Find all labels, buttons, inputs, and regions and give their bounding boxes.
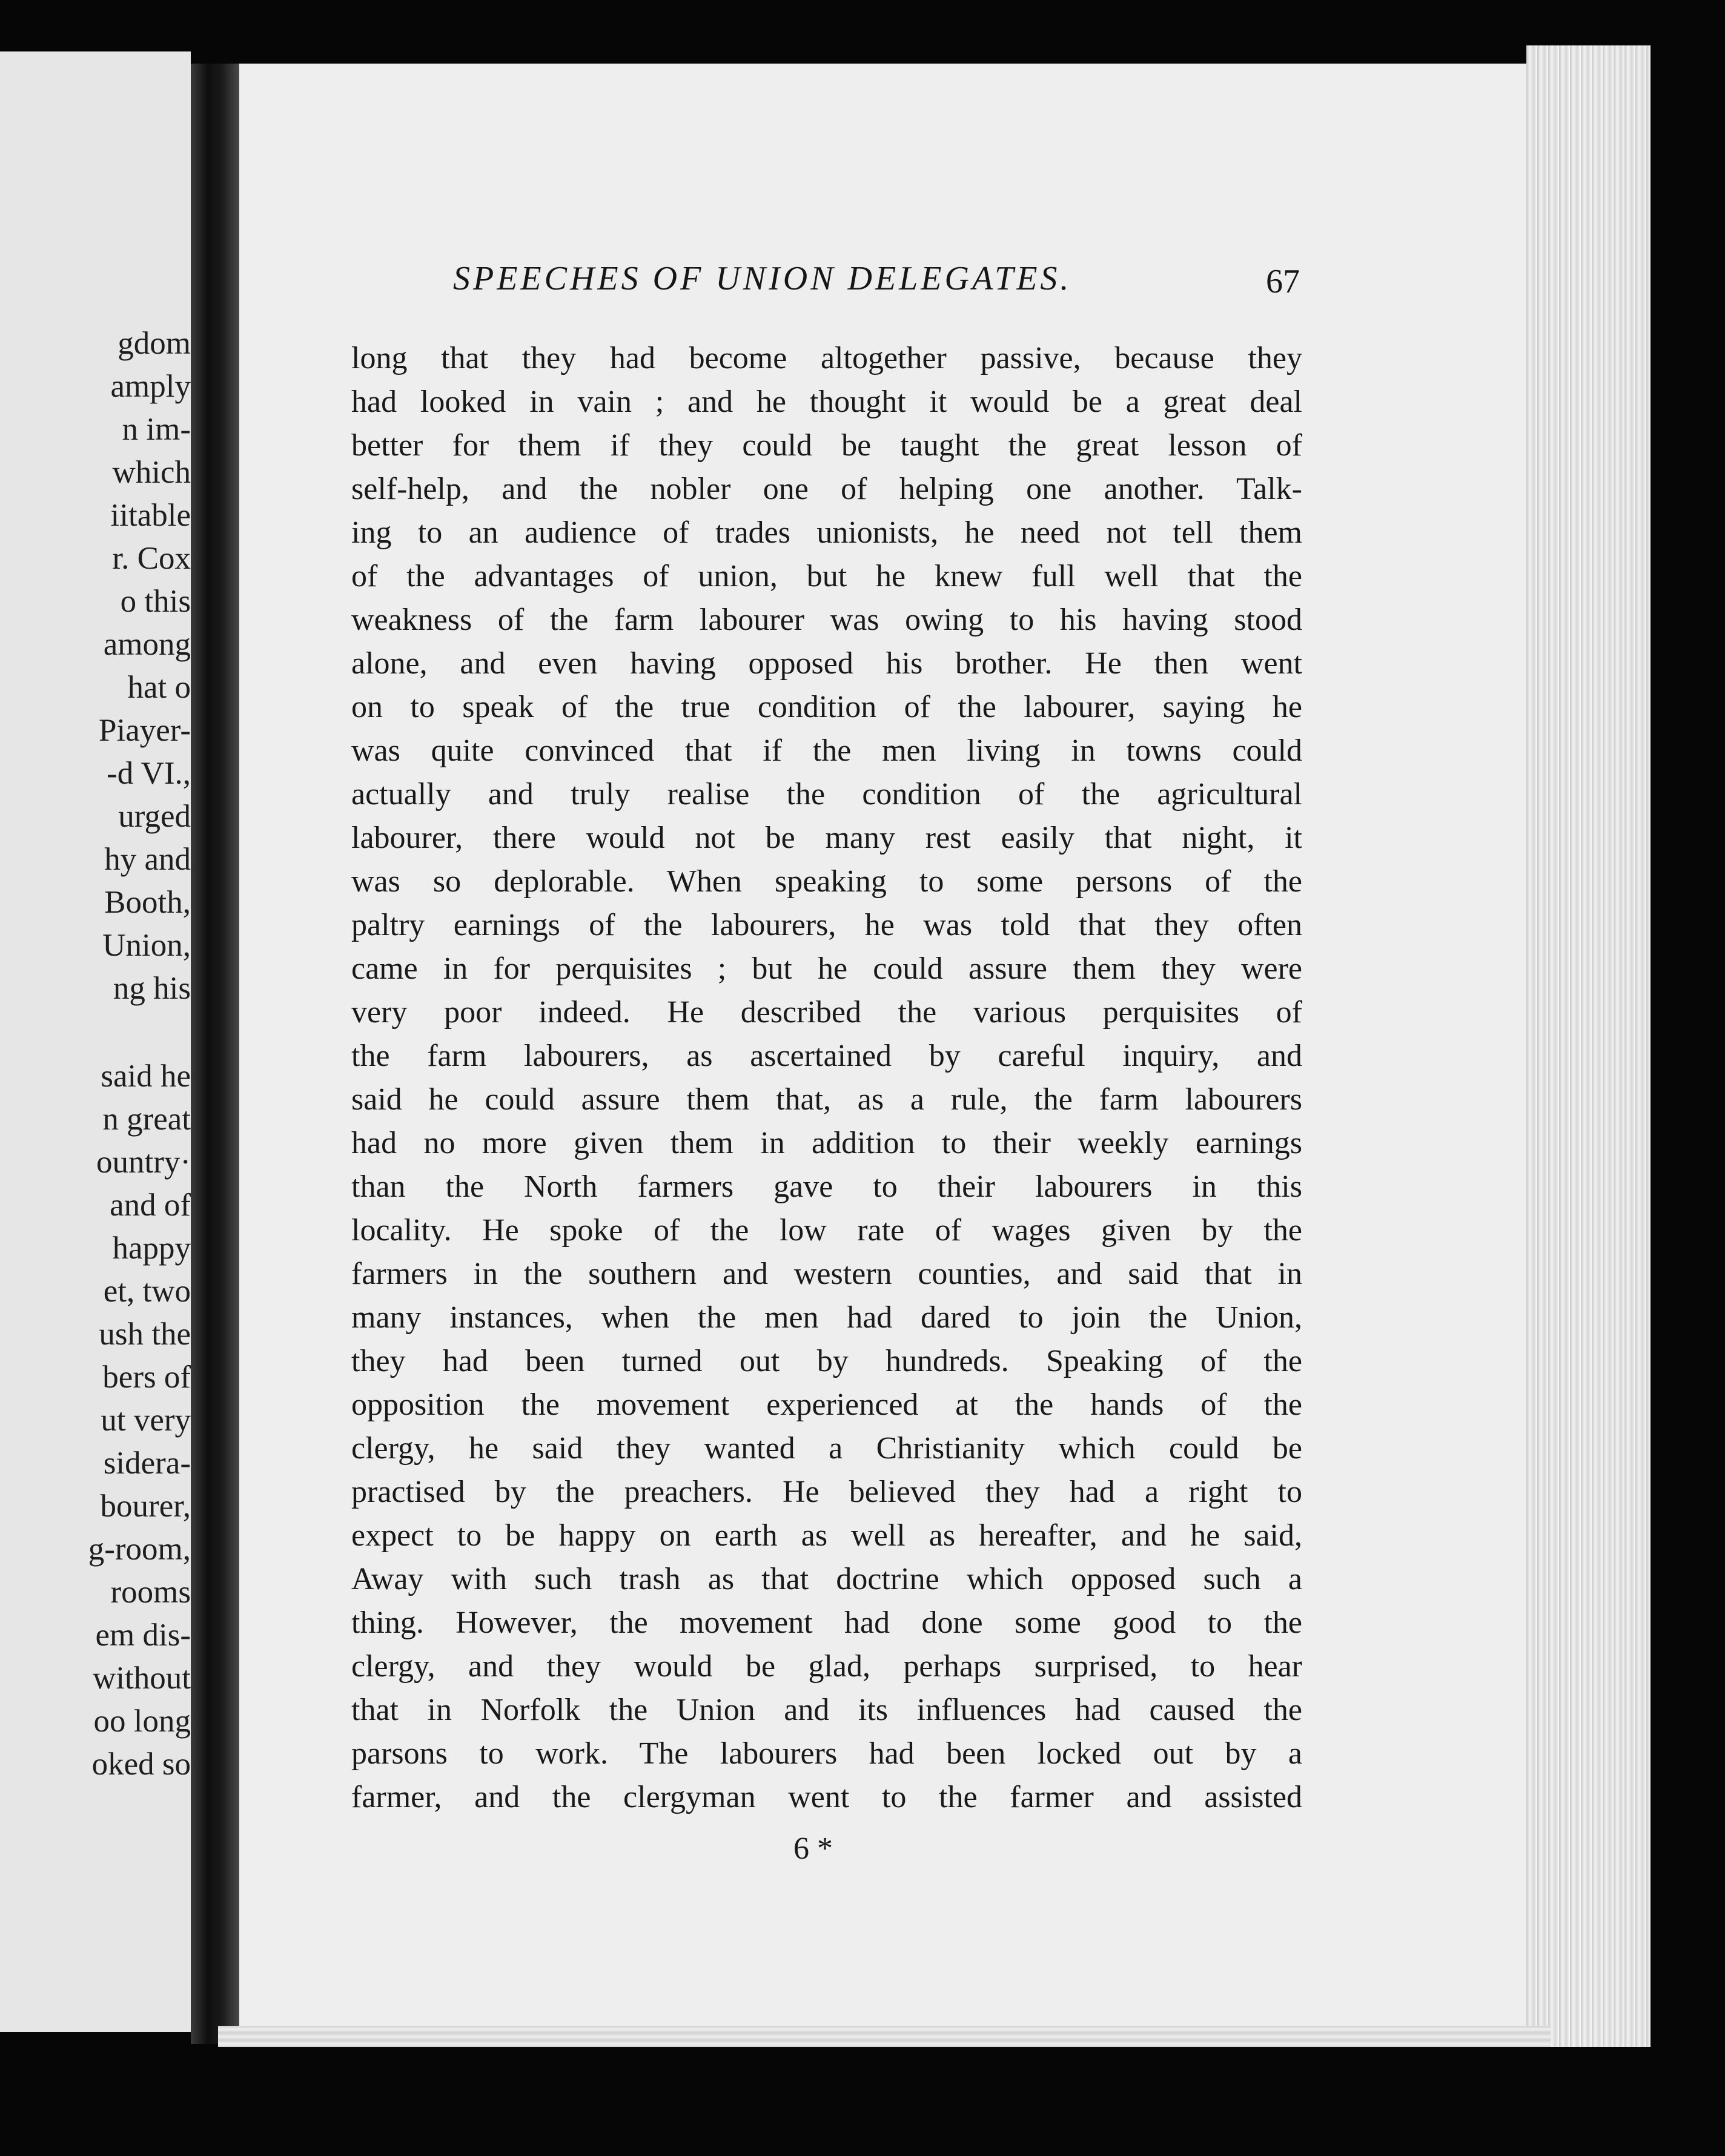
body-line: long that they had become altogether passive, because they [351, 341, 1302, 375]
body-line: had no more given them in addition to their weekly earnings [351, 1126, 1302, 1160]
body-line: clergy, and they would be glad, perhaps surprised, to hear [351, 1649, 1302, 1684]
page-edges-bottom [218, 2026, 1551, 2047]
left-page-line: ut very [101, 1403, 191, 1438]
body-line: very poor indeed. He described the various perquisites of [351, 995, 1302, 1030]
body-line: alone, and even having opposed his brother. He then went [351, 646, 1302, 681]
body-line: labourer, there would not be many rest easily that night, it [351, 821, 1302, 855]
body-line: the farm labourers, as ascertained by careful inquiry, and [351, 1039, 1302, 1073]
body-line: self-help, and the nobler one of helping one another. Talk- [351, 472, 1302, 506]
body-line: actually and truly realise the condition of the agricultural [351, 777, 1302, 812]
left-page-line: bourer, [100, 1489, 191, 1524]
left-page-line: ng his [113, 971, 191, 1006]
body-line: farmers in the southern and western counties, and said that in [351, 1257, 1302, 1291]
left-page-line: hat o [127, 670, 191, 705]
left-page-line: rooms [110, 1575, 191, 1610]
body-line: had looked in vain ; and he thought it would be a great deal [351, 385, 1302, 419]
left-page-line: bers of [102, 1360, 191, 1395]
body-line: thing. However, the movement had done some good to the [351, 1605, 1302, 1640]
body-line: opposition the movement experienced at the hands of the [351, 1387, 1302, 1422]
left-page-line: among [103, 627, 191, 662]
body-line: than the North farmers gave to their labourers in this [351, 1169, 1302, 1204]
body-line: came in for perquisites ; but he could assure them they were [351, 951, 1302, 986]
body-line: ing to an audience of trades unionists, he need not tell them [351, 515, 1302, 550]
left-page-line: em dis- [95, 1618, 191, 1653]
left-page-line: iitable [110, 498, 191, 533]
left-page-line: ountry· [96, 1145, 191, 1180]
left-page-line: n im- [122, 412, 191, 447]
left-page-line: urged [118, 799, 191, 834]
left-page-line: r. Cox [112, 541, 191, 576]
left-page-line: which [112, 455, 191, 490]
body-line: expect to be happy on earth as well as hereafter, and he said, [351, 1518, 1302, 1553]
body-line: of the advantages of union, but he knew full well that the [351, 559, 1302, 594]
body-line: said he could assure them that, as a rule, the farm labourers [351, 1082, 1302, 1117]
left-page-line: oked so [91, 1747, 191, 1782]
left-page-line: Booth, [104, 885, 191, 920]
body-line: parsons to work. The labourers had been locked out by a [351, 1736, 1302, 1771]
body-line: they had been turned out by hundreds. Speaking of the [351, 1344, 1302, 1378]
page-edges-right [1526, 45, 1651, 2047]
left-page-line: and of [110, 1188, 191, 1223]
left-page-line: -d VI., [107, 756, 191, 791]
page-number: 67 [1266, 263, 1300, 300]
body-line: locality. He spoke of the low rate of wages given by the [351, 1213, 1302, 1248]
body-line: weakness of the farm labourer was owing to his having stood [351, 603, 1302, 637]
body-line: on to speak of the true condition of the labourer, saying he [351, 690, 1302, 724]
left-page-line: g-room, [88, 1532, 191, 1567]
body-line: that in Norfolk the Union and its influences had caused the [351, 1693, 1302, 1727]
body-line: Away with such trash as that doctrine which opposed such a [351, 1562, 1302, 1596]
left-page-line: amply [110, 369, 191, 404]
left-page-line: happy [112, 1231, 191, 1266]
body-line: was quite convinced that if the men living in towns could [351, 733, 1302, 768]
left-page-line: n great [102, 1102, 191, 1137]
body-line: paltry earnings of the labourers, he was told that they often [351, 908, 1302, 942]
book-gutter [191, 64, 239, 2044]
left-page-line: without [93, 1661, 191, 1696]
body-line: better for them if they could be taught the great lesson of [351, 428, 1302, 463]
left-page [0, 51, 191, 2032]
left-page-line: sidera- [103, 1446, 191, 1481]
left-page-line: et, two [103, 1274, 191, 1309]
body-line: many instances, when the men had dared to join the Union, [351, 1300, 1302, 1335]
left-page-line: said he [101, 1059, 191, 1094]
body-line: clergy, he said they wanted a Christianity which could be [351, 1431, 1302, 1466]
signature-mark: 6 * [793, 1831, 833, 1866]
left-page-line: ush the [99, 1317, 191, 1352]
left-page-line: o this [120, 584, 191, 619]
body-line: practised by the preachers. He believed they had a right to [351, 1475, 1302, 1509]
running-head: SPEECHES OF UNION DELEGATES. [453, 260, 1072, 297]
left-page-line: Piayer- [99, 713, 191, 748]
body-line: farmer, and the clergyman went to the farmer and assisted [351, 1780, 1302, 1814]
left-page-line: hy and [104, 842, 191, 877]
left-page-line: oo long [93, 1704, 191, 1739]
left-page-line: Union, [102, 928, 191, 963]
body-line: was so deplorable. When speaking to some persons of the [351, 864, 1302, 899]
left-page-line: gdom [118, 326, 191, 361]
